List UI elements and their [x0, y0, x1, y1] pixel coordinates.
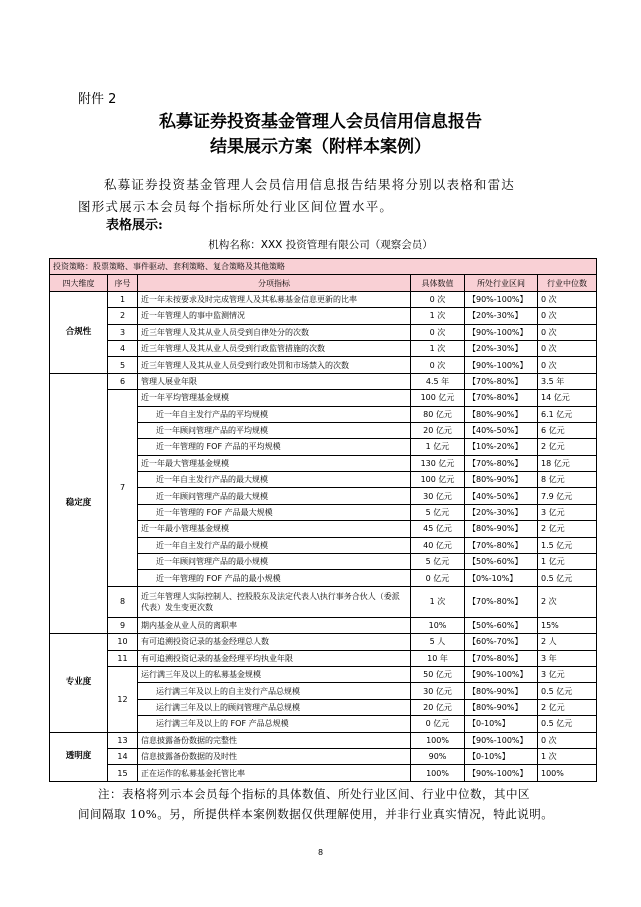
- table-row: [50, 324, 597, 340]
- row-value: 10 年: [411, 650, 465, 666]
- row-number: 1: [108, 291, 138, 307]
- row-median: 0 次: [538, 324, 597, 340]
- row-value: 1 次: [411, 340, 465, 356]
- row-indicator: 近三年管理人及其从业人员受到行政处罚和市场禁入的次数: [138, 357, 411, 373]
- row-median: 6.1 亿元: [538, 406, 597, 422]
- row-indicator: 运行满三年及以上的顾问管理产品总规模: [138, 699, 411, 715]
- row-range: 【70%-80%】: [465, 586, 538, 617]
- row-number: 11: [108, 650, 138, 666]
- row-range: 【70%-80%】: [465, 390, 538, 406]
- row-number: 7: [108, 390, 138, 587]
- row-median: 2 亿元: [538, 699, 597, 715]
- row-indicator: 近三年管理人及其从业人员受到行政监管措施的次数: [138, 340, 411, 356]
- row-value: 5 人: [411, 634, 465, 650]
- row-value: 0 次: [411, 324, 465, 340]
- row-number: 10: [108, 634, 138, 650]
- header-median: 行业中位数: [538, 275, 597, 291]
- row-median: 0 次: [538, 308, 597, 324]
- row-median: 6 亿元: [538, 422, 597, 438]
- row-number: 15: [108, 765, 138, 781]
- row-value: 130 亿元: [411, 455, 465, 471]
- dimension-compliance: 合规性: [50, 291, 108, 373]
- table-header-row: [50, 275, 597, 291]
- row-number: 8: [108, 586, 138, 617]
- note-line2: 间间隔取 10%。另，所提供样本案例数据仅供理解使用，并非行业真实情况，特此说明。: [78, 807, 554, 821]
- row-indicator: 近一年自主发行产品的最大规模: [138, 472, 411, 488]
- row-value: 20 亿元: [411, 699, 465, 715]
- row-indicator: 近一年最大管理基金规模: [138, 455, 411, 471]
- row-range: 【50%-60%】: [465, 617, 538, 633]
- row-value: 50 亿元: [411, 666, 465, 682]
- row-value: 30 亿元: [411, 683, 465, 699]
- row-indicator: 近一年未按要求及时完成管理人及其私募基金信息更新的比率: [138, 291, 411, 307]
- row-indicator: 运行满三年及以上的 FOF 产品总规模: [138, 716, 411, 732]
- row-median: 3.5 年: [538, 373, 597, 389]
- table-row: [50, 340, 597, 356]
- row-value: 100%: [411, 732, 465, 748]
- row-indicator: 近一年最小管理基金规模: [138, 521, 411, 537]
- row-indicator: 近一年管理人的事中监测情况: [138, 308, 411, 324]
- credit-report-table: [49, 258, 597, 782]
- row-median: 0 次: [538, 291, 597, 307]
- row-indicator: 近一年自主发行产品的最小规模: [138, 537, 411, 553]
- row-median: 15%: [538, 617, 597, 633]
- row-value: 1 次: [411, 586, 465, 617]
- table-row: [50, 357, 597, 373]
- row-median: 8 亿元: [538, 472, 597, 488]
- row-indicator: 管理人展业年限: [138, 373, 411, 389]
- dimension-stability: 稳定度: [50, 373, 108, 633]
- row-median: 2 次: [538, 586, 597, 617]
- row-value: 30 亿元: [411, 488, 465, 504]
- row-range: 【0%-10%】: [465, 570, 538, 586]
- row-range: 【90%-100%】: [465, 765, 538, 781]
- row-range: 【50%-60%】: [465, 554, 538, 570]
- row-range: 【90%-100%】: [465, 732, 538, 748]
- row-number: 12: [108, 666, 138, 732]
- row-range: 【90%-100%】: [465, 324, 538, 340]
- table-row: [50, 634, 597, 650]
- row-median: 100%: [538, 765, 597, 781]
- row-median: 2 人: [538, 634, 597, 650]
- row-median: 1.5 亿元: [538, 537, 597, 553]
- row-median: 0.5 亿元: [538, 716, 597, 732]
- table-row: [50, 308, 597, 324]
- row-median: 0 次: [538, 340, 597, 356]
- row-median: 0.5 亿元: [538, 570, 597, 586]
- row-number: 9: [108, 617, 138, 633]
- row-range: 【20%-30%】: [465, 340, 538, 356]
- row-number: 5: [108, 357, 138, 373]
- row-range: 【70%-80%】: [465, 373, 538, 389]
- table-row: [50, 373, 597, 389]
- row-indicator: 近一年自主发行产品的平均规模: [138, 406, 411, 422]
- intro-paragraph-line1: 私募证券投资基金管理人会员信用信息报告结果将分别以表格和雷达: [104, 177, 516, 192]
- header-number: 序号: [108, 275, 138, 291]
- header-value: 具体数值: [411, 275, 465, 291]
- row-median: 2 亿元: [538, 521, 597, 537]
- row-value: 4.5 年: [411, 373, 465, 389]
- row-range: 【40%-50%】: [465, 422, 538, 438]
- row-range: 【0-10%】: [465, 716, 538, 732]
- row-indicator: 信息披露备份数据的完整性: [138, 732, 411, 748]
- table-row: [50, 390, 597, 406]
- row-median: 0 次: [538, 357, 597, 373]
- row-number: 13: [108, 732, 138, 748]
- table-row: [50, 748, 597, 764]
- row-median: 14 亿元: [538, 390, 597, 406]
- organization-name: 机构名称：XXX 投资管理有限公司（观察会员）: [208, 239, 433, 251]
- row-range: 【10%-20%】: [465, 439, 538, 455]
- page-number: 8: [317, 848, 324, 857]
- row-indicator: 近一年顾问管理产品的最大规模: [138, 488, 411, 504]
- table-row: [50, 617, 597, 633]
- table-row: [50, 291, 597, 307]
- row-indicator: 近三年管理人及其从业人员受到自律处分的次数: [138, 324, 411, 340]
- row-value: 80 亿元: [411, 406, 465, 422]
- header-range: 所处行业区间: [465, 275, 538, 291]
- document-subtitle: 结果展示方案（附样本案例）: [210, 137, 431, 157]
- row-number: 4: [108, 340, 138, 356]
- row-range: 【90%-100%】: [465, 357, 538, 373]
- row-value: 45 亿元: [411, 521, 465, 537]
- row-value: 90%: [411, 748, 465, 764]
- row-number: 3: [108, 324, 138, 340]
- attachment-label: 附件 2: [78, 92, 117, 107]
- row-value: 0 次: [411, 357, 465, 373]
- row-value: 100%: [411, 765, 465, 781]
- row-range: 【20%-30%】: [465, 504, 538, 520]
- row-value: 10%: [411, 617, 465, 633]
- strategy-row: 投资策略：股票策略、事件驱动、套利策略、复合策略及其他策略: [50, 259, 597, 275]
- row-median: 18 亿元: [538, 455, 597, 471]
- row-indicator: 运行满三年及以上的私募基金规模: [138, 666, 411, 682]
- row-value: 1 亿元: [411, 439, 465, 455]
- row-median: 0.5 亿元: [538, 683, 597, 699]
- row-indicator: 近一年顾问管理产品的最小规模: [138, 554, 411, 570]
- row-indicator: 近一年管理的 FOF 产品的平均规模: [138, 439, 411, 455]
- row-indicator: 信息披露备份数据的及时性: [138, 748, 411, 764]
- note-line1: 注：表格将列示本会员每个指标的具体数值、所处行业区间、行业中位数，其中区: [98, 787, 530, 801]
- table-row: [50, 765, 597, 781]
- row-value: 20 亿元: [411, 422, 465, 438]
- row-median: 0 次: [538, 732, 597, 748]
- row-indicator: 正在运作的私募基金托管比率: [138, 765, 411, 781]
- row-value: 5 亿元: [411, 554, 465, 570]
- table-row: [50, 650, 597, 666]
- row-range: 【80%-90%】: [465, 406, 538, 422]
- row-range: 【80%-90%】: [465, 683, 538, 699]
- row-number: 2: [108, 308, 138, 324]
- row-range: 【40%-50%】: [465, 488, 538, 504]
- row-indicator: 近一年平均管理基金规模: [138, 390, 411, 406]
- table-row: [50, 666, 597, 682]
- row-number: 6: [108, 373, 138, 389]
- row-median: 3 亿元: [538, 666, 597, 682]
- row-value: 100 亿元: [411, 390, 465, 406]
- row-indicator: 近三年管理人实际控制人、控股股东及法定代表人\执行事务合伙人（委派代表）发生变更次数: [138, 586, 411, 617]
- row-median: 2 亿元: [538, 439, 597, 455]
- row-range: 【80%-90%】: [465, 521, 538, 537]
- row-range: 【90%-100%】: [465, 666, 538, 682]
- row-indicator: 近一年管理的 FOF 产品最大规模: [138, 504, 411, 520]
- row-median: 1 亿元: [538, 554, 597, 570]
- row-value: 0 亿元: [411, 570, 465, 586]
- table-section-label: 表格展示:: [106, 218, 163, 233]
- row-value: 100 亿元: [411, 472, 465, 488]
- row-indicator: 有可追溯投资记录的基金经理平均执业年限: [138, 650, 411, 666]
- row-range: 【70%-80%】: [465, 537, 538, 553]
- dimension-transparency: 透明度: [50, 732, 108, 781]
- row-range: 【80%-90%】: [465, 699, 538, 715]
- header-indicator: 分项指标: [138, 275, 411, 291]
- table-row: [50, 732, 597, 748]
- row-value: 0 亿元: [411, 716, 465, 732]
- row-value: 40 亿元: [411, 537, 465, 553]
- row-number: 14: [108, 748, 138, 764]
- row-value: 1 次: [411, 308, 465, 324]
- row-median: 7.9 亿元: [538, 488, 597, 504]
- row-range: 【80%-90%】: [465, 472, 538, 488]
- table-row: [50, 586, 597, 617]
- row-range: 【20%-30%】: [465, 308, 538, 324]
- row-range: 【0-10%】: [465, 748, 538, 764]
- row-range: 【70%-80%】: [465, 455, 538, 471]
- row-indicator: 近一年顾问管理产品的平均规模: [138, 422, 411, 438]
- row-median: 1 次: [538, 748, 597, 764]
- header-dimension: 四大维度: [50, 275, 108, 291]
- row-median: 3 亿元: [538, 504, 597, 520]
- row-indicator: 运行满三年及以上的自主发行产品总规模: [138, 683, 411, 699]
- row-indicator: 期内基金从业人员的离职率: [138, 617, 411, 633]
- row-range: 【70%-80%】: [465, 650, 538, 666]
- row-indicator: 有可追溯投资记录的基金经理总人数: [138, 634, 411, 650]
- row-median: 3 年: [538, 650, 597, 666]
- row-value: 5 亿元: [411, 504, 465, 520]
- dimension-professionalism: 专业度: [50, 634, 108, 732]
- row-range: 【90%-100%】: [465, 291, 538, 307]
- intro-paragraph-line2: 图形式展示本会员每个指标所处行业区间位置水平。: [78, 199, 394, 214]
- row-range: 【60%-70%】: [465, 634, 538, 650]
- document-title: 私募证券投资基金管理人会员信用信息报告: [159, 112, 482, 132]
- row-value: 0 次: [411, 291, 465, 307]
- row-indicator: 近一年管理的 FOF 产品的最小规模: [138, 570, 411, 586]
